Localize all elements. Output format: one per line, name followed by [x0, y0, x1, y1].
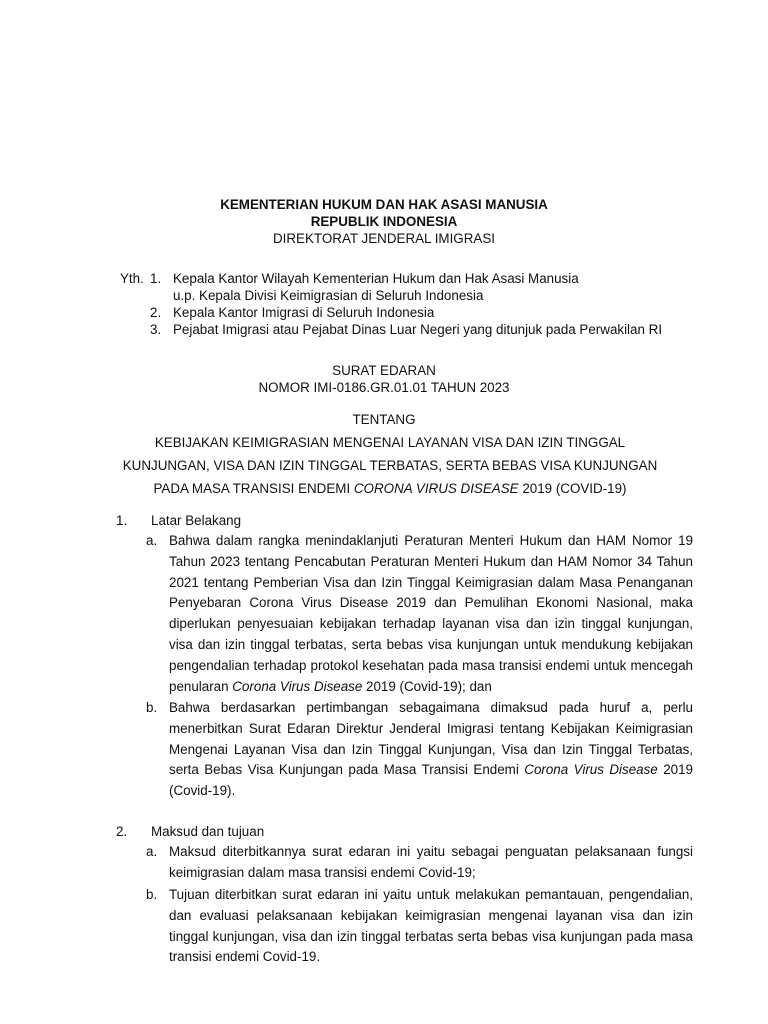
circular-about: TENTANG — [352, 412, 416, 427]
section-number: 1. — [116, 513, 128, 528]
item-label: a. — [146, 533, 158, 548]
circular-subject — [110, 431, 670, 500]
item-text: Maksud diterbitkannya surat edaran ini yaitu sebagai penguatan pelaksanaan fungsi keimigrasian dalam masa transisi endemi Covid-19; — [169, 844, 693, 880]
subject-text-end: 2019 (COVID-19) — [518, 481, 627, 496]
circular-number: NOMOR IMI-0186.GR.01.01 TAHUN 2023 — [258, 380, 510, 395]
item-label: b. — [146, 700, 158, 715]
circular-heading — [0, 362, 768, 396]
item-text-italic: Corona Virus Disease — [524, 762, 658, 778]
letterhead — [0, 196, 768, 247]
section-title: Latar Belakang — [151, 513, 242, 528]
item-text-end: 2019 (Covid-19). — [169, 762, 693, 799]
addressee-text: Kepala Kantor Wilayah Kementerian Hukum dan Hak Asasi Manusia — [173, 271, 579, 286]
item-text-part: Bahwa berdasarkan pertimbangan sebagaimana dimaksud pada huruf a, perlu menerbitkan Surat Edaran Direktur Jenderal Imigrasi tentang Kebijakan Keimigrasian Mengenai Layanan Visa dan Izin Tinggal Kunjungan, Visa dan Izin Tinggal Terbatas, serta Bebas Visa Kunjungan pada Masa Transisi Endemi — [169, 700, 693, 778]
country-name: REPUBLIK INDONESIA — [310, 214, 458, 229]
item-text — [169, 531, 693, 697]
addressee-text: Pejabat Imigrasi atau Pejabat Dinas Luar Negeri yang ditunjuk pada Perwakilan RI — [173, 322, 663, 337]
item-text-end: 2019 (Covid-19); dan — [362, 678, 492, 694]
addressee-number: 2. — [150, 305, 162, 320]
addressee-text: Kepala Kantor Imigrasi di Seluruh Indonesia — [173, 305, 435, 320]
section-number: 2. — [116, 824, 128, 839]
subject-italic: CORONA VIRUS DISEASE — [353, 481, 519, 496]
addressee-sub: u.p. Kepala Divisi Keimigrasian di Seluruh Indonesia — [173, 288, 484, 303]
item-text-part: Bahwa dalam rangka menindaklanjuti Peraturan Menteri Hukum dan HAM Nomor 19 Tahun 2023 tentang Pencabutan Peraturan Menteri Hukum dan HAM Nomor 34 Tahun 2021 tentang Pemberian Visa dan Izin Tinggal Keimigrasian dalam Masa Penanganan Penyebaran Corona Virus Disease 2019 dan Pemulihan Ekonomi Nasional, maka diperlukan penyesuaian kebijakan terhadap layanan visa dan izin tinggal kunjungan, visa dan izin tinggal terbatas, serta bebas visa kunjungan untuk mendukung kebijakan pengendalian terhadap protokol kesehatan pada masa transisi endemi untuk mencegah penularan — [169, 533, 693, 694]
addressee-number: 1. — [150, 271, 162, 286]
addressee-lead: Yth. — [120, 271, 144, 286]
directorate-name: DIREKTORAT JENDERAL IMIGRASI — [273, 231, 495, 246]
circular-title: SURAT EDARAN — [332, 363, 436, 378]
item-label: a. — [146, 844, 158, 859]
subject-text: KEBIJAKAN KEIMIGRASIAN MENGENAI LAYANAN VISA DAN IZIN TINGGAL KUNJUNGAN, VISA DAN IZIN TINGGAL TERBATAS, SERTA BEBAS VISA KUNJUNGAN PADA MASA TRANSISI ENDEMI — [122, 435, 658, 496]
ministry-name: KEMENTERIAN HUKUM DAN HAK ASASI MANUSIA — [220, 197, 548, 212]
item-label: b. — [146, 887, 158, 902]
addressee-list — [120, 270, 700, 338]
item-text: Tujuan diterbitkan surat edaran ini yaitu untuk melakukan pemantauan, pengendalian, dan evaluasi pelaksanaan kebijakan keimigrasian mengenai layanan visa dan izin tinggal kunjungan, visa dan izin tinggal terbatas serta bebas visa kunjungan pada masa transisi endemi Covid-19. — [169, 887, 693, 965]
item-text-italic: Corona Virus Disease — [232, 678, 363, 694]
section-title: Maksud dan tujuan — [151, 824, 265, 839]
addressee-number: 3. — [150, 322, 162, 337]
item-text — [169, 698, 693, 802]
